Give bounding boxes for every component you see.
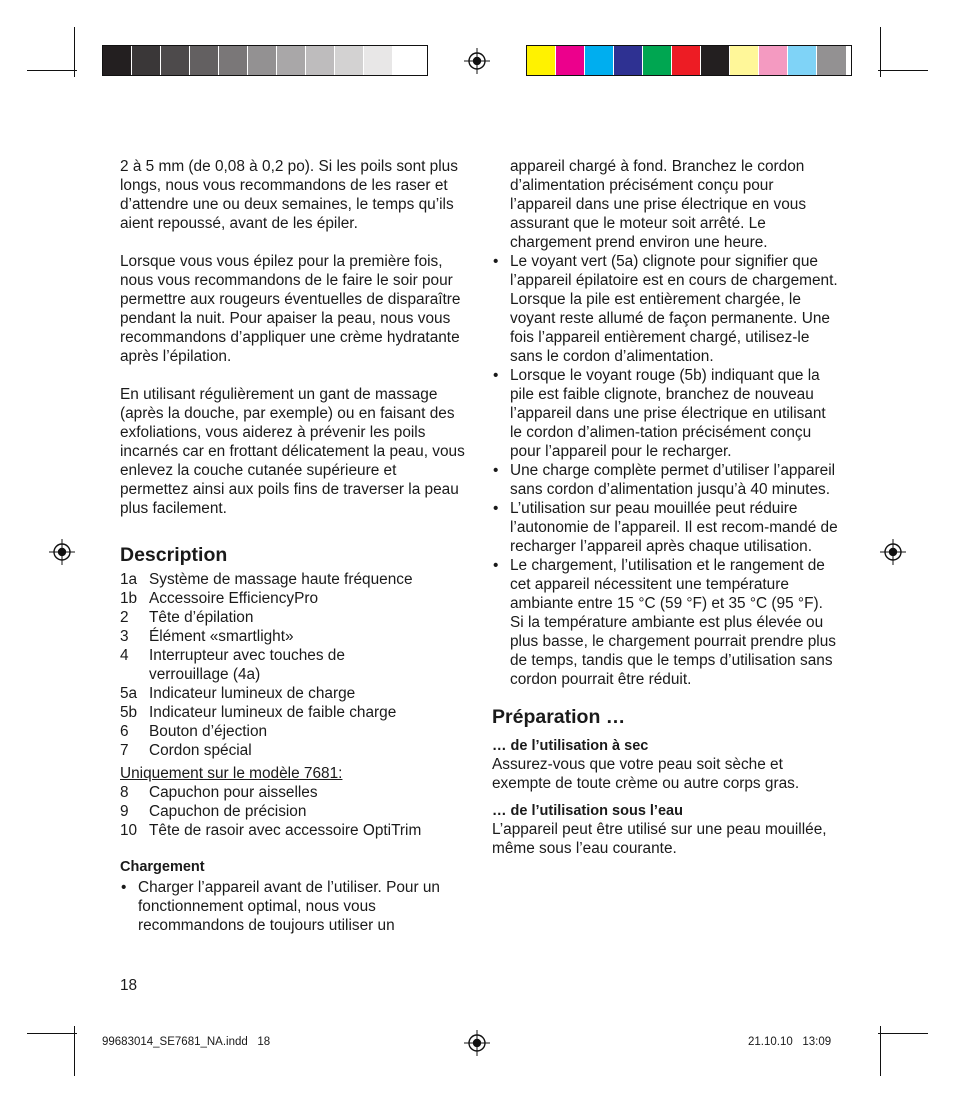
color-swatch [393,46,422,75]
charging-bullet-list [492,252,838,689]
color-swatch [788,46,817,75]
list-item: 7 Cordon spécial [120,742,252,759]
intro-paragraph: 2 à 5 mm (de 0,08 à 0,2 po). Si les poils sont plus longs, nous vous recommandons de les raser et d’attendre une ou deux semaines, le temps qu’ils aient repoussé, avant de les épiler. [120,158,458,232]
crop-mark [27,1033,77,1034]
list-item: • Lorsque le voyant rouge (5b) indiquant que la pile est faible clignote, branchez de nouveau l’appareil dans une prise électrique en utilisant le cordon d’alimen-tation précisément conçu pour l’appareil pour le recharger. [492,366,838,461]
crop-mark [878,1033,928,1034]
color-swatch [161,46,190,75]
registration-mark-icon [464,48,490,74]
color-swatch [306,46,335,75]
list-item: 5b Indicateur lumineux de faible charge [120,704,397,721]
left-column [120,157,466,935]
wet-use-text: L’appareil peut être utilisé sur une peau mouillée, même sous l’eau courante. [492,821,827,857]
color-swatch [335,46,364,75]
list-item: 4 Interrupteur avec touches de verrouillage (4a) [120,647,345,683]
list-item: 5a Indicateur lumineux de charge [120,685,356,702]
list-item: • Le chargement, l’utilisation et le rangement de cet appareil nécessitent une température ambiante entre 15 °C (59 °F) et 35 °C (95 °F). Si la température ambiante est plus élevée ou plus basse, le chargement pourrait prendre plus de temps, tandis que le temps d’utilisation sans cordon pourrait être réduit. [492,556,838,689]
color-swatch [614,46,643,75]
footer-timestamp: 21.10.10 13:09 [748,1036,832,1048]
preparation-heading: Préparation … [492,706,626,728]
list-item: 8 Capuchon pour aisselles [120,784,318,801]
list-item: 6 Bouton d’éjection [120,723,268,740]
dry-use-heading: … de l’utilisation à sec [492,738,649,754]
color-swatch [672,46,701,75]
page-number: 18 [120,977,138,994]
list-item: • L’utilisation sur peau mouillée peut réduire l’autonomie de l’appareil. Il est recom-mandé de recharger l’appareil après chaque utilisation. [492,499,838,556]
registration-mark-icon [880,539,906,565]
footer-file-info: 99683014_SE7681_NA.indd 18 [102,1036,271,1048]
color-swatch [190,46,219,75]
color-calibration-bar [526,45,852,76]
list-item: • Une charge complète permet d’utiliser l’appareil sans cordon d’alimentation jusqu’à 40 minutes. [492,461,838,499]
color-swatch [248,46,277,75]
color-swatch [585,46,614,75]
color-swatch [103,46,132,75]
color-swatch [730,46,759,75]
color-swatch [556,46,585,75]
registration-mark-icon [49,539,75,565]
color-swatch [364,46,393,75]
dry-use-text: Assurez-vous que votre peau soit sèche et exempte de toute crème ou autre corps gras. [492,756,800,792]
list-item: 3 Élément «smartlight» [120,628,294,645]
wet-use-heading: … de l’utilisation sous l’eau [492,803,683,819]
chargement-list [120,878,466,935]
color-swatch [219,46,248,75]
description-heading: Description [120,544,228,566]
list-item: 1b Accessoire EfficiencyPro [120,590,319,607]
model-note: Uniquement sur le modèle 7681: [120,765,343,782]
list-item: 2 Tête d’épilation [120,609,254,626]
crop-mark [27,70,77,71]
color-swatch [817,46,846,75]
color-swatch [701,46,730,75]
first-epilation-paragraph: Lorsque vous vous épilez pour la première fois, nous vous recommandons de le faire le soir pour permettre aux rougeurs éventuelles de disparaître pendant la nuit. Pour apaiser la peau, nous vous recommandons d’appliquer une crème hydratante après l’épilation. [120,253,461,365]
registration-mark-icon [464,1030,490,1056]
chargement-heading: Chargement [120,859,205,875]
color-swatch [759,46,788,75]
list-item: 9 Capuchon de précision [120,803,307,820]
crop-mark [878,70,928,71]
right-column [492,157,838,858]
ingrown-hair-paragraph: En utilisant régulièrement un gant de massage (après la douche, par exemple) ou en faisant des exfoliations, vous aiderez à prévenir les poils incarnés car en frottant délicatement la peau, vous enlevez la couche cutanée supérieure et permettez ainsi aux poils fins de traverser la peau plus facilement. [120,386,465,517]
list-item: 10 Tête de rasoir avec accessoire OptiTrim [120,822,422,839]
color-swatch [277,46,306,75]
color-swatch [527,46,556,75]
list-item: • Charger l’appareil avant de l’utiliser. Pour un fonctionnement optimal, nous vous recommandons de toujours utiliser un [120,878,466,935]
color-swatch [643,46,672,75]
charging-continuation: appareil chargé à fond. Branchez le cordon d’alimentation précisément conçu pour l’appareil dans une prise électrique en vous assurant que le moteur soit arrêté. Le chargement prend environ une heure. [510,158,807,251]
grayscale-calibration-bar [102,45,428,76]
list-item: 1a Système de massage haute fréquence [120,571,413,588]
description-list [120,570,466,840]
color-swatch [132,46,161,75]
list-item: • Le voyant vert (5a) clignote pour signifier que l’appareil épilatoire est en cours de chargement. Lorsque la pile est entièrement chargée, le voyant reste allumé de façon permanente. Une fois l’appareil entièrement chargé, utilisez-le sans le cordon d’alimentation. [492,252,838,366]
